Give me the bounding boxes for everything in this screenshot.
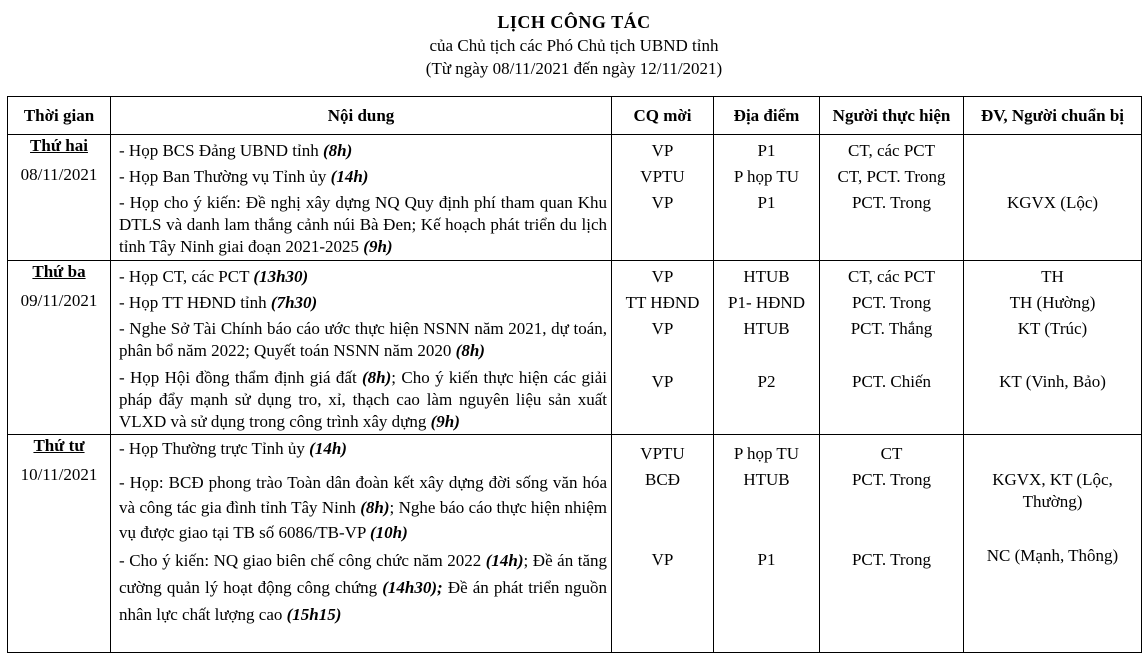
- list-item: - Cho ý kiến: NQ giao biên chế công chức năm 2022 (14h); Đề án tăng cường quản lý hoạt động công chứng (14h30); Đề án phát triển nguồn nhân lực chất lượng cao (15h15): [119, 551, 608, 624]
- day-cell: [8, 261, 111, 435]
- list-item: - Họp CT, các PCT (13h30): [119, 267, 309, 286]
- schedule-table: [7, 96, 1142, 653]
- content-cell: [111, 135, 612, 261]
- executor-cell: CT PCT. Trong PCT. Trong: [820, 435, 964, 653]
- day-name: Thứ ba: [32, 262, 86, 281]
- preparer-cell: KGVX, KT (Lộc, Thường) NC (Mạnh, Thông): [964, 435, 1142, 653]
- list-item: - Họp Thường trực Tỉnh ủy (14h): [119, 439, 347, 458]
- list-item: - Họp: BCĐ phong trào Toàn dân đoàn kết xây dựng đời sống văn hóa và công tác gia đình tỉnh Tây Ninh (8h); Nghe báo cáo thực hiện nhiệm vụ được giao tại TB số 6086/TB-VP (10h): [119, 473, 607, 542]
- col-header-time: Thời gian: [8, 97, 111, 135]
- col-header-content: Nội dung: [111, 97, 612, 135]
- list-item: - Họp Hội đồng thẩm định giá đất (8h); Cho ý kiến thực hiện các giải pháp đẩy mạnh sử dụng tro, xỉ, thạch cao làm nguyên liệu sản xuất VLXD và sử dụng trong công trình xây dựng (9h): [119, 368, 607, 431]
- inviting-agency-cell: VP TT HĐND VP VP: [612, 261, 714, 435]
- list-item: - Họp Ban Thường vụ Tỉnh ủy (14h): [119, 167, 369, 186]
- page-subtitle: của Chủ tịch các Phó Chủ tịch UBND tỉnh: [429, 36, 719, 55]
- content-cell: [111, 435, 612, 653]
- col-header-inviting-agency: CQ mời: [612, 97, 714, 135]
- location-cell: HTUB P1- HĐND HTUB P2: [714, 261, 820, 435]
- executor-cell: CT, các PCT PCT. Trong PCT. Thắng PCT. Chiến: [820, 261, 964, 435]
- page-title: LỊCH CÔNG TÁC: [497, 12, 651, 32]
- inviting-agency-cell: VP VPTU VP: [612, 135, 714, 261]
- table-header-row: [8, 97, 1142, 135]
- list-item: - Họp TT HĐND tỉnh (7h30): [119, 293, 318, 312]
- col-header-preparer: ĐV, Người chuẩn bị: [964, 97, 1142, 135]
- day-cell: [8, 435, 111, 653]
- day-name: Thứ tư: [33, 436, 85, 455]
- day-date: 10/11/2021: [20, 465, 98, 484]
- list-item: - Nghe Sở Tài Chính báo cáo ước thực hiện NSNN năm 2021, dự toán, phân bổ năm 2022; Quyết toán NSNN năm 2020 (8h): [119, 319, 607, 360]
- inviting-agency-cell: VPTU BCĐ VP: [612, 435, 714, 653]
- location-cell: P1 P họp TU P1: [714, 135, 820, 261]
- table-row: [8, 435, 1142, 653]
- day-cell: [8, 135, 111, 261]
- col-header-location: Địa điểm: [714, 97, 820, 135]
- day-date: 08/11/2021: [20, 165, 98, 184]
- content-cell: [111, 261, 612, 435]
- day-name: Thứ hai: [30, 136, 88, 155]
- preparer-cell: TH TH (Hường) KT (Trúc) KT (Vinh, Bảo): [964, 261, 1142, 435]
- location-cell: P họp TU HTUB P1: [714, 435, 820, 653]
- day-date: 09/11/2021: [20, 291, 98, 310]
- table-row: [8, 135, 1142, 261]
- executor-cell: CT, các PCT CT, PCT. Trong PCT. Trong: [820, 135, 964, 261]
- table-row: [8, 261, 1142, 435]
- list-item: - Họp BCS Đảng UBND tỉnh (8h): [119, 141, 353, 160]
- list-item: - Họp cho ý kiến: Đề nghị xây dựng NQ Quy định phí tham quan Khu DTLS và danh lam thắng cảnh núi Bà Đen; Kế hoạch phát triển du lịch tỉnh Tây Ninh giai đoạn 2021-2025 (9h): [119, 193, 607, 256]
- col-header-executor: Người thực hiện: [820, 97, 964, 135]
- preparer-cell: KGVX (Lộc): [964, 135, 1142, 261]
- date-range: (Từ ngày 08/11/2021 đến ngày 12/11/2021): [425, 59, 723, 78]
